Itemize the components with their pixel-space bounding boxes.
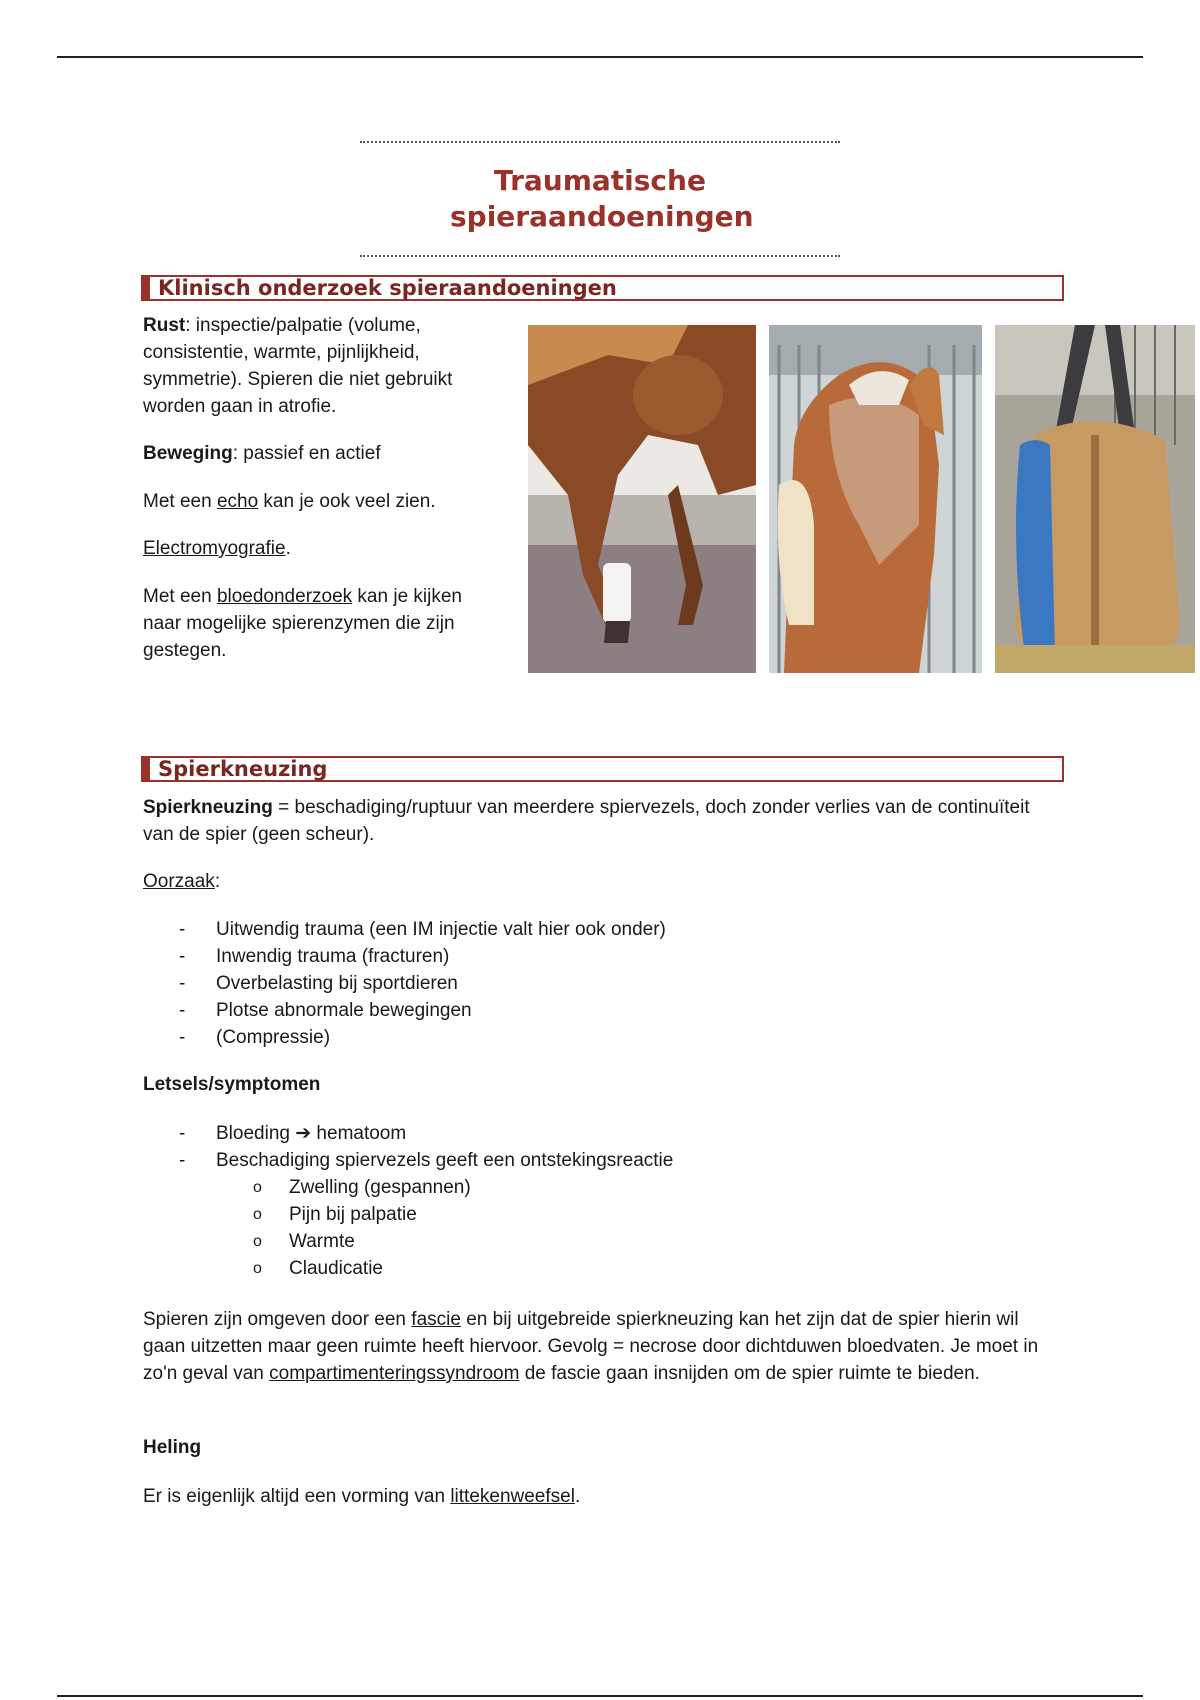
- list-letsels: [143, 1120, 673, 1282]
- horse-leg-bandage-photo: [528, 325, 756, 673]
- label-heling: Heling: [143, 1437, 202, 1458]
- section-heading-klinisch-onderzoek: Klinisch onderzoek spieraandoeningen: [141, 275, 1064, 301]
- list-item: o Warmte: [253, 1231, 355, 1252]
- page-title: Traumatische spieraandoeningen: [450, 164, 754, 233]
- list-item: o Zwelling (gespannen): [253, 1177, 471, 1198]
- list-item: o Pijn bij palpatie: [253, 1204, 417, 1225]
- header-rule: [57, 56, 1143, 58]
- list-item: - Bloeding ➔ hematoom: [179, 1123, 407, 1144]
- paragraph-heling: Er is eigenlijk altijd een vorming van littekenweefsel.: [143, 1486, 581, 1507]
- list-item: o Claudicatie: [253, 1258, 383, 1279]
- paragraph-echo: Met een echo kan je ook veel zien.: [143, 491, 436, 512]
- paragraph-bloedonderzoek: Met een bloedonderzoek kan je kijken naar mogelijke spierenzymen die zijn gestegen.: [143, 586, 462, 661]
- list-oorzaken: [143, 916, 666, 1051]
- paragraph-rust: Rust: inspectie/palpatie (volume, consistentie, warmte, pijnlijkheid, symmetrie). Spieren die niet gebruikt worden gaan in atrofie.: [143, 315, 453, 417]
- list-item: - (Compressie): [179, 1027, 331, 1048]
- title-box: [360, 141, 840, 257]
- paragraph-emg: Electromyografie.: [143, 538, 291, 559]
- paragraph-beweging: Beweging: passief en actief: [143, 443, 381, 464]
- label-letsels-symptomen: Letsels/symptomen: [143, 1074, 321, 1095]
- horse-in-sling-photo: [995, 325, 1195, 673]
- list-item: - Plotse abnormale bewegingen: [179, 1000, 472, 1021]
- label-oorzaak: Oorzaak:: [143, 871, 221, 892]
- section-heading-spierkneuzing: Spierkneuzing: [141, 756, 1064, 782]
- list-item: - Overbelasting bij sportdieren: [179, 973, 458, 994]
- paragraph-definitie: Spierkneuzing = beschadiging/ruptuur van meerdere spiervezels, doch zonder verlies van de continuïteit van de spier (geen scheur).: [143, 797, 1030, 845]
- paragraph-fascie: Spieren zijn omgeven door een fascie en bij uitgebreide spierkneuzing kan het zijn dat de spier hierin wil gaan uitzetten maar geen ruimte heeft hiervoor. Gevolg = necrose door dichtduwen bloedvaten. Je moet in zo'n geval van compartimenteringssyndroom de fascie gaan insnijden om de spier ruimte te bieden.: [143, 1309, 1039, 1384]
- list-item: - Beschadiging spiervezels geeft een ontstekingsreactie: [179, 1150, 674, 1171]
- footer-rule: [57, 1695, 1143, 1697]
- list-item: - Inwendig trauma (fracturen): [179, 946, 450, 967]
- arrow-right-icon: ➔: [295, 1123, 312, 1144]
- list-item: - Uitwendig trauma (een IM injectie valt hier ook onder): [179, 919, 666, 940]
- horse-hindquarters-atrophy-photo: [769, 325, 982, 673]
